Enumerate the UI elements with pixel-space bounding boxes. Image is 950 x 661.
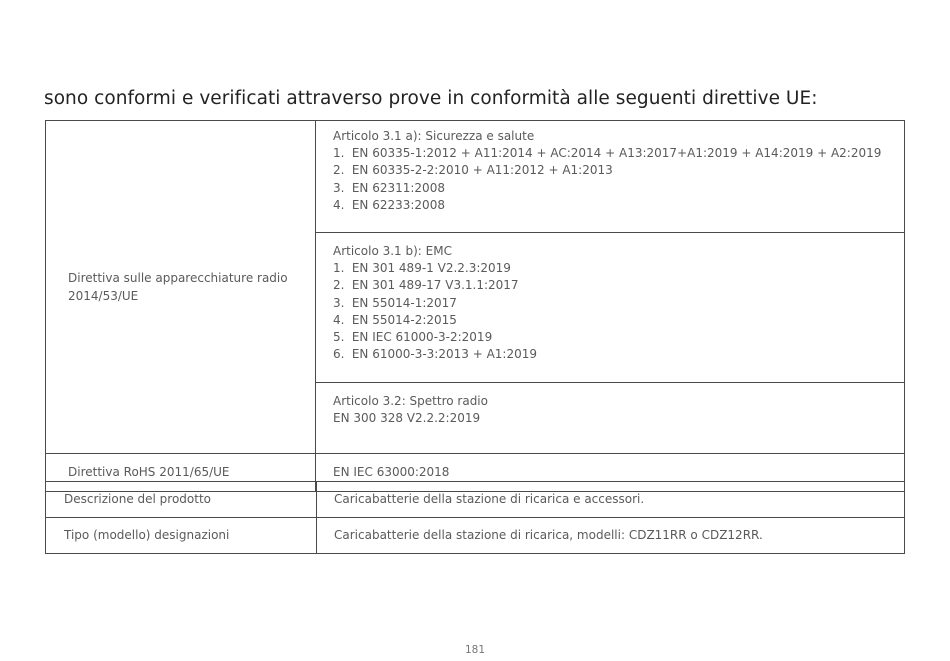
list-number: 3. (333, 180, 345, 195)
rohs-label: Direttiva RoHS 2011/65/UE (68, 464, 230, 479)
description-value-cell (317, 482, 905, 518)
list-item (333, 180, 904, 197)
radio-directive-label-line2: 2014/53/UE (68, 289, 139, 303)
list-number: 5. (333, 330, 345, 345)
product-table (45, 481, 905, 554)
page-heading: sono conformi e verificati attraverso prove in conformità alle seguenti direttive UE: (44, 88, 818, 109)
list-item (333, 260, 904, 277)
radio-spectrum-section (316, 383, 905, 454)
standards-list (333, 145, 904, 214)
list-item (333, 312, 904, 329)
list-number: 6. (333, 347, 345, 362)
table-row (46, 121, 905, 233)
radio-directive-cell (46, 121, 316, 454)
table-row (46, 482, 905, 518)
standard-text: EN 60335-2-2:2010 + A11:2012 + A1:2013 (351, 163, 613, 178)
page-number: 181 (464, 644, 486, 656)
standard-text: EN 301 489-1 V2.2.3:2019 (351, 261, 511, 276)
section-title: Articolo 3.2: Spettro radio (333, 394, 488, 408)
list-item (333, 277, 904, 294)
list-number: 1. (333, 146, 345, 161)
list-item (333, 162, 904, 179)
standard-text: EN 55014-2:2015 (351, 312, 457, 327)
rohs-value: EN IEC 63000:2018 (333, 464, 450, 479)
description-label-cell (46, 482, 317, 518)
directives-table (45, 120, 905, 492)
list-item (333, 197, 904, 214)
list-item (333, 346, 904, 363)
section-title: Articolo 3.1 b): EMC (333, 244, 452, 258)
emc-section (316, 233, 905, 383)
standards-list (333, 260, 904, 363)
safety-section (316, 121, 905, 233)
list-number: 2. (333, 278, 345, 293)
standard-text: EN 61000-3-3:2013 + A1:2019 (351, 347, 537, 362)
list-item (333, 329, 904, 346)
section-title: Articolo 3.1 a): Sicurezza e salute (333, 129, 535, 143)
list-number: 2. (333, 163, 345, 178)
type-value-cell (317, 518, 905, 554)
type-label: Tipo (modello) designazioni (64, 527, 230, 542)
type-label-cell (46, 518, 317, 554)
list-item (333, 295, 904, 312)
list-number: 4. (333, 197, 345, 212)
list-number: 4. (333, 312, 345, 327)
list-number: 3. (333, 295, 345, 310)
description-label: Descrizione del prodotto (64, 491, 212, 506)
standard-text: EN IEC 61000-3-2:2019 (351, 330, 493, 345)
standard-text: EN 62233:2008 (351, 197, 445, 212)
standard-text: EN 301 489-17 V3.1.1:2017 (351, 278, 519, 293)
list-item (333, 145, 904, 162)
type-value: Caricabatterie della stazione di ricarica, modelli: CDZ11RR o CDZ12RR. (334, 527, 763, 542)
standard-text: EN 62311:2008 (351, 180, 445, 195)
standard-text: EN 55014-1:2017 (351, 295, 457, 310)
standard-text: EN 300 328 V2.2.2:2019 (333, 411, 481, 426)
radio-directive-label-line1: Direttiva sulle apparecchiature radio (68, 270, 288, 285)
list-number: 1. (333, 261, 345, 276)
description-value: Caricabatterie della stazione di ricarica e accessori. (334, 491, 645, 506)
standard-text: EN 60335-1:2012 + A11:2014 + AC:2014 + A13:2017+A1:2019 + A14:2019 + A2:2019 (351, 146, 882, 161)
table-row (46, 518, 905, 554)
